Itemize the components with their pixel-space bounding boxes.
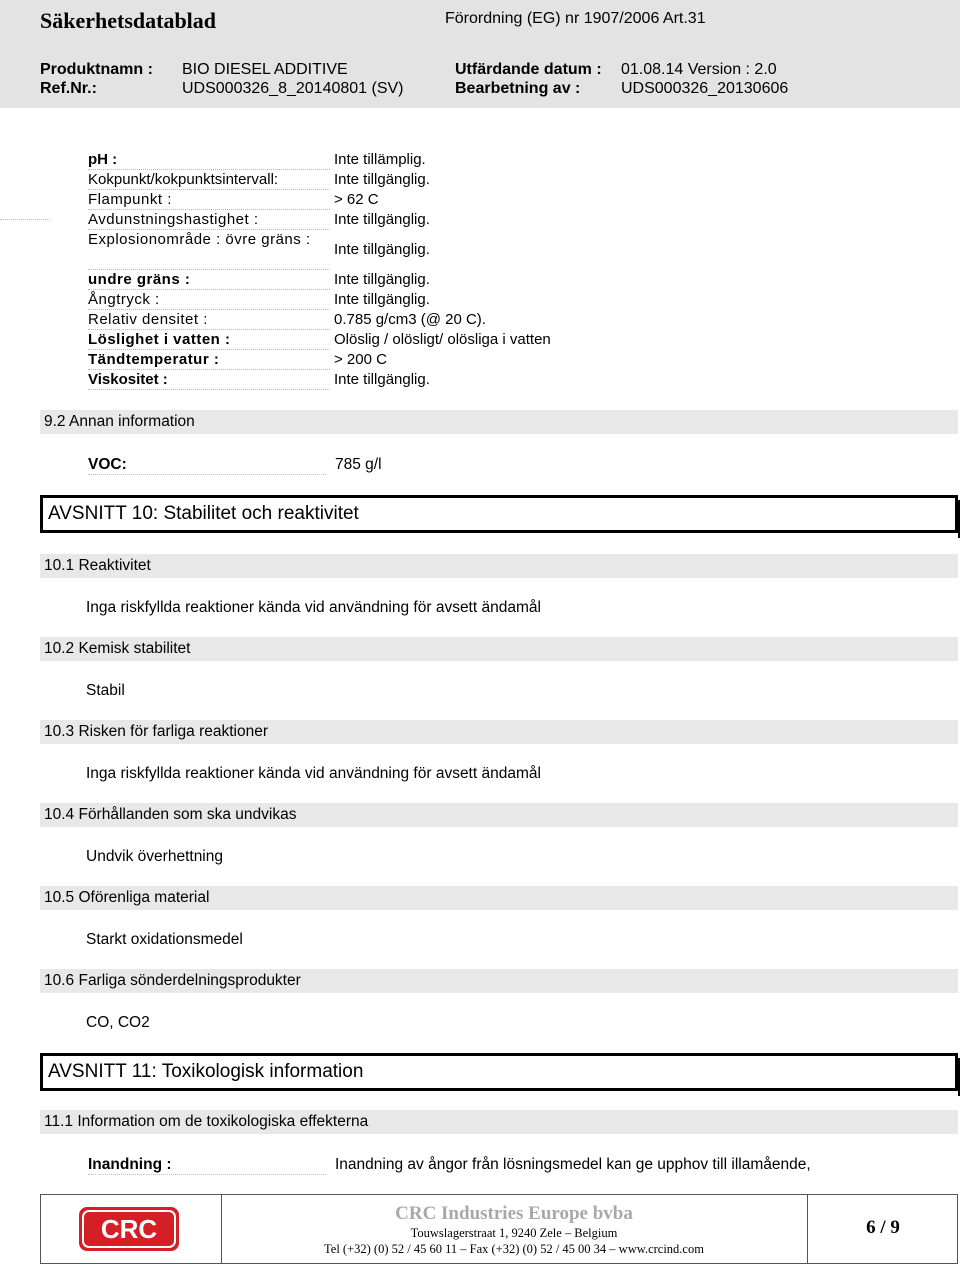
property-value: Olöslig / olösligt/ olösliga i vatten (334, 331, 551, 348)
property-label: Kokpunkt/kokpunktsintervall: (88, 170, 330, 190)
issue-date-value: 01.08.14 Version : 2.0 (621, 61, 777, 78)
subsection-heading: 10.1 Reaktivitet (40, 554, 958, 578)
margin-dotted-line (0, 219, 50, 220)
edited-by-label: Bearbetning av : (455, 80, 581, 97)
property-label: Tändtemperatur : (88, 350, 330, 370)
property-label: Flampunkt : (88, 190, 330, 210)
section-heading: AVSNITT 11: Toxikologisk information (40, 1053, 958, 1091)
subsection-text: Inga riskfyllda reaktioner kända vid användning för avsett ändamål (86, 599, 541, 616)
company-address: Touwslagerstraat 1, 9240 Zele – Belgium (410, 1226, 618, 1240)
property-label: Avdunstningshastighet : (88, 210, 330, 230)
ref-number-label: Ref.Nr.: (40, 80, 97, 97)
page-footer (40, 1194, 958, 1264)
product-name-value: BIO DIESEL ADDITIVE (182, 61, 348, 78)
property-value: > 200 C (334, 351, 387, 368)
property-label: undre gräns : (88, 270, 330, 290)
property-value: Inte tillgänglig. (334, 371, 430, 388)
property-value: Inte tillgänglig. (334, 171, 430, 188)
subsection-text: Starkt oxidationsmedel (86, 931, 243, 948)
crc-logo (79, 1207, 179, 1251)
property-value: Inte tillämplig. (334, 151, 426, 168)
subsection-text: Inga riskfyllda reaktioner kända vid användning för avsett ändamål (86, 765, 541, 782)
property-row (88, 210, 588, 230)
property-row (88, 330, 588, 350)
subsection-heading: 10.3 Risken för farliga reaktioner (40, 720, 958, 744)
property-value: Inte tillgänglig. (334, 241, 430, 258)
subsection-heading: 10.6 Farliga sönderdelningsprodukter (40, 969, 958, 993)
property-row (88, 350, 588, 370)
ref-number-value: UDS000326_8_20140801 (SV) (182, 80, 404, 97)
inhalation-value: Inandning av ångor från lösningsmedel kan ge upphov till illamående, (335, 1156, 811, 1173)
logo-text: CRC (100, 1214, 158, 1244)
voc-value: 785 g/l (335, 456, 382, 473)
regulation-reference: Förordning (EG) nr 1907/2006 Art.31 (445, 10, 706, 27)
subsection-text: CO, CO2 (86, 1014, 150, 1031)
property-row (88, 230, 588, 270)
product-name-label: Produktnamn : (40, 61, 153, 78)
company-contact: Tel (+32) (0) 52 / 45 60 11 – Fax (+32) (0) 52 / 45 00 34 – www.crcind.com (324, 1242, 704, 1256)
property-value: Inte tillgänglig. (334, 271, 430, 288)
subsection-text: Undvik överhettning (86, 848, 223, 865)
document-title: Säkerhetsdatablad (40, 8, 217, 33)
properties-table (88, 150, 588, 390)
property-row (88, 190, 588, 210)
property-row (88, 270, 588, 290)
property-value: > 62 C (334, 191, 379, 208)
property-row (88, 310, 588, 330)
property-row (88, 370, 588, 390)
subsection-heading: 10.4 Förhållanden som ska undvikas (40, 803, 958, 827)
page-number: 6 / 9 (866, 1217, 900, 1238)
property-row (88, 290, 588, 310)
voc-label: VOC: (88, 456, 326, 475)
property-label: pH : (88, 150, 330, 170)
subsection-heading: 10.2 Kemisk stabilitet (40, 637, 958, 661)
section-heading: AVSNITT 10: Stabilitet och reaktivitet (40, 495, 958, 533)
inhalation-label: Inandning : (88, 1156, 326, 1175)
property-label: Löslighet i vatten : (88, 330, 330, 350)
subsection-heading: 9.2 Annan information (40, 410, 958, 434)
property-value: Inte tillgänglig. (334, 291, 430, 308)
property-label: Viskositet : (88, 370, 330, 390)
subsection-heading: 11.1 Information om de toxikologiska effekterna (40, 1110, 958, 1134)
subsection-heading: 10.5 Oförenliga material (40, 886, 958, 910)
property-label: Relativ densitet : (88, 310, 330, 330)
property-value: Inte tillgänglig. (334, 211, 430, 228)
property-row (88, 150, 588, 170)
property-label: Ångtryck : (88, 290, 330, 310)
subsection-text: Stabil (86, 682, 125, 699)
issue-date-label: Utfärdande datum : (455, 61, 602, 78)
property-label: Explosionområde : övre gräns : (88, 230, 330, 270)
property-value: 0.785 g/cm3 (@ 20 C). (334, 311, 486, 328)
property-row (88, 170, 588, 190)
company-name: CRC Industries Europe bvba (395, 1203, 633, 1224)
edited-by-value: UDS000326_20130606 (621, 80, 789, 97)
